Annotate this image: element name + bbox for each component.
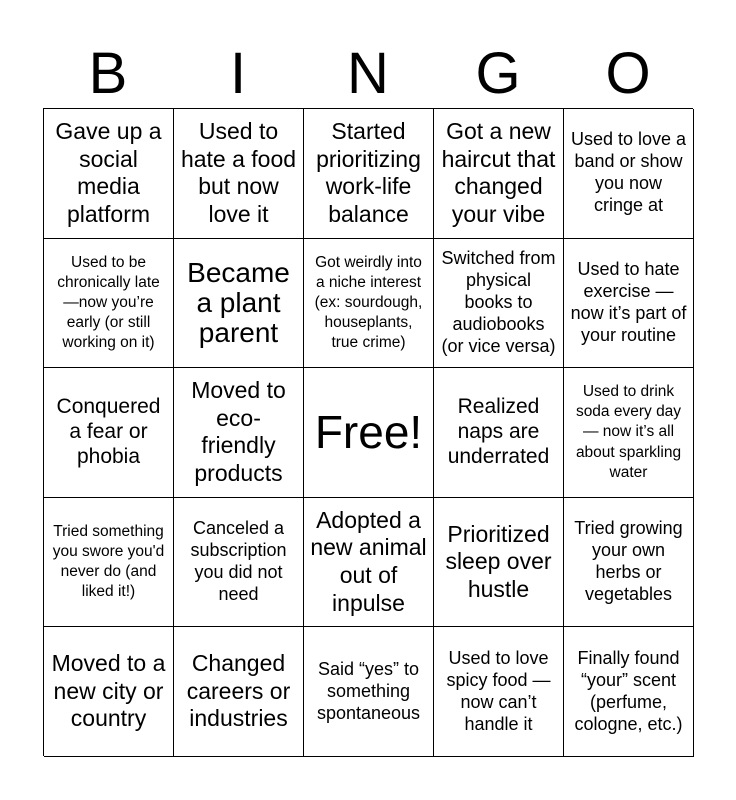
bingo-cell-text: Moved to a new city or country — [51, 650, 166, 732]
bingo-cell-r4c4[interactable] — [434, 498, 564, 628]
bingo-cell-text: Moved to eco-friendly products — [191, 377, 286, 487]
bingo-cell-r1c1[interactable] — [44, 109, 174, 239]
bingo-cell-text: Conquered a fear or phobia — [56, 395, 161, 468]
bingo-cell-r1c4[interactable] — [434, 109, 564, 239]
bingo-header — [43, 40, 693, 108]
bingo-cell-r1c3[interactable] — [304, 109, 434, 239]
bingo-cell-r5c3[interactable] — [304, 627, 434, 757]
bingo-cell-text: Tried something you swore you'd never do (and liked it!) — [52, 522, 165, 601]
bingo-cell-r3c1[interactable] — [44, 368, 174, 498]
bingo-cell-r2c3[interactable] — [304, 239, 434, 369]
bingo-cell-text: Realized naps are underrated — [447, 395, 550, 468]
header-letter-g: G — [475, 41, 521, 106]
bingo-cell-r2c5[interactable] — [564, 239, 694, 369]
header-letter-i: I — [229, 41, 247, 106]
bingo-cell-text: Finally found “your” scent (perfume, cologne, etc.) — [574, 647, 683, 734]
bingo-cell-text: Gave up a social media platform — [55, 118, 162, 227]
bingo-cell-text: Tried growing your own herbs or vegetables — [574, 518, 683, 605]
bingo-cell-text: Prioritized sleep over hustle — [445, 520, 552, 602]
bingo-cell-text: Used to be chronically late —now you’re early (or still working on it) — [57, 253, 160, 352]
free-space-label: Free! — [314, 406, 423, 459]
bingo-cell-text: Adopted a new animal out of inpulse — [310, 506, 427, 616]
bingo-cell-r4c2[interactable] — [174, 498, 304, 628]
bingo-cell-r5c2[interactable] — [174, 627, 304, 757]
header-letter-n: N — [347, 41, 389, 106]
bingo-cell-text: Canceled a subscription you did not need — [190, 518, 287, 605]
bingo-cell-r3c2[interactable] — [174, 368, 304, 498]
bingo-cell-free[interactable] — [304, 368, 434, 498]
bingo-cell-r5c4[interactable] — [434, 627, 564, 757]
bingo-cell-text: Used to hate exercise — now it’s part of your routine — [570, 258, 687, 345]
bingo-cell-text: Used to love spicy food — now can’t handle it — [446, 647, 551, 734]
header-letter-o: O — [605, 41, 651, 106]
bingo-cell-text: Became a plant parent — [187, 256, 290, 348]
bingo-cell-r3c5[interactable] — [564, 368, 694, 498]
bingo-cell-r4c5[interactable] — [564, 498, 694, 628]
bingo-cell-r3c4[interactable] — [434, 368, 564, 498]
header-letter-b: B — [88, 41, 128, 106]
bingo-cell-r2c4[interactable] — [434, 239, 564, 369]
bingo-cell-text: Used to drink soda every day — now it’s all about sparkling water — [575, 383, 682, 481]
bingo-cell-r5c1[interactable] — [44, 627, 174, 757]
bingo-cell-text: Used to love a band or show you now cringe at — [570, 129, 687, 216]
bingo-cell-r1c2[interactable] — [174, 109, 304, 239]
bingo-cell-r2c1[interactable] — [44, 239, 174, 369]
bingo-cell-text: Said “yes” to something spontaneous — [316, 658, 421, 723]
bingo-cell-text: Used to hate a food but now love it — [180, 118, 297, 227]
bingo-cell-r4c3[interactable] — [304, 498, 434, 628]
bingo-cell-text: Changed careers or industries — [186, 650, 291, 732]
bingo-cell-r5c5[interactable] — [564, 627, 694, 757]
bingo-cell-text: Started prioritizing work-life balance — [316, 118, 421, 227]
bingo-cell-r1c5[interactable] — [564, 109, 694, 239]
bingo-cell-text: Switched from physical books to audiobooks (or vice versa) — [441, 248, 556, 356]
bingo-board — [43, 108, 693, 756]
bingo-cell-r2c2[interactable] — [174, 239, 304, 369]
bingo-cell-text: Got weirdly into a niche interest (ex: sourdough, houseplants, true crime) — [314, 253, 423, 352]
bingo-cell-r4c1[interactable] — [44, 498, 174, 628]
bingo-cell-text: Got a new haircut that changed your vibe — [441, 118, 556, 227]
